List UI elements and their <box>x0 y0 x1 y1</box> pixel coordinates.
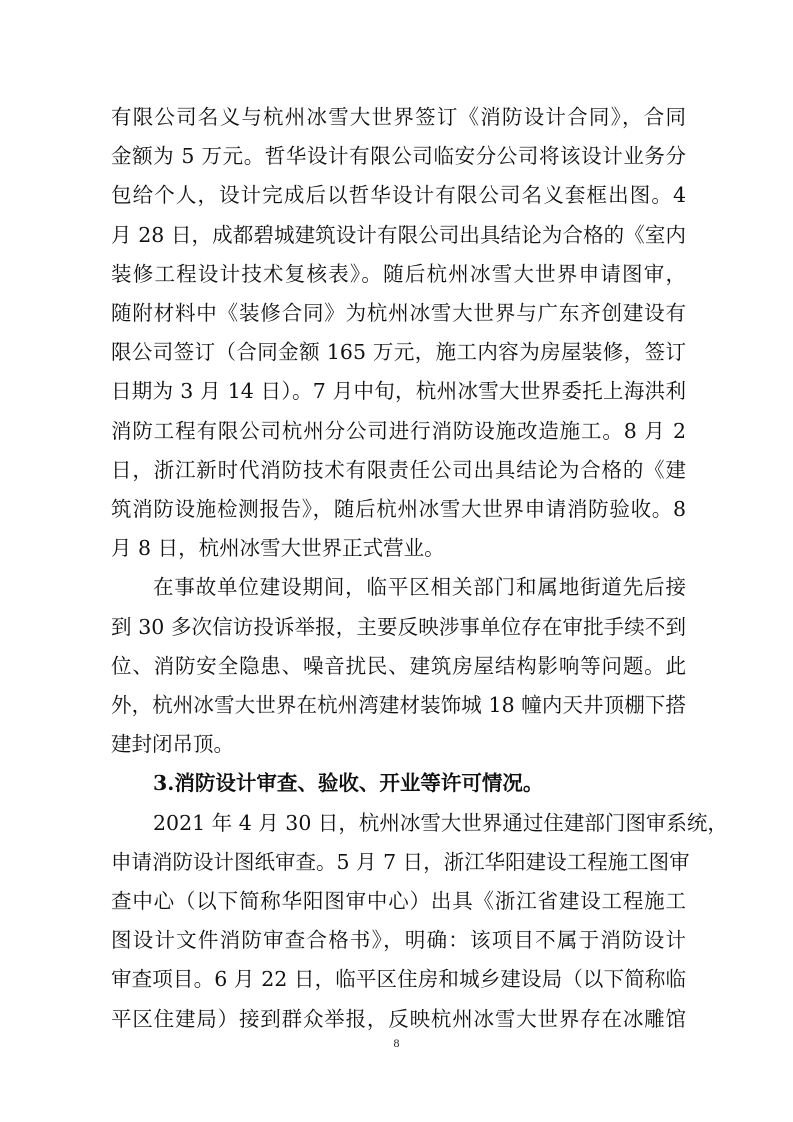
body-text-line: 月 8 日，杭州冰雪大世界正式营业。 <box>111 536 445 561</box>
body-text-line: 审查项目。6 月 22 日，临平区住房和城乡建设局（以下简称临 <box>111 967 686 992</box>
body-text-line: 建封闭吊顶。 <box>111 732 234 757</box>
body-text-line: 消防工程有限公司杭州分公司进行消防设施改造施工。8 月 2 <box>111 418 686 443</box>
body-text-line: 装修工程设计技术复核表》。随后杭州冰雪大世界申请图审， <box>111 261 686 286</box>
body-text-line: 月 28 日，成都碧城建筑设计有限公司出具结论为合格的《室内 <box>111 222 686 247</box>
body-text-line: 日，浙江新时代消防技术有限责任公司出具结论为合格的《建 <box>111 457 686 482</box>
body-text-line: 平区住建局）接到群众举报，反映杭州冰雪大世界存在冰雕馆 <box>111 1006 686 1031</box>
page-number: 8 <box>393 1036 400 1050</box>
body-text-line: 包给个人，设计完成后以哲华设计有限公司名义套框出图。4 <box>111 183 686 208</box>
body-text-line: 随附材料中《装修合同》为杭州冰雪大世界与广东齐创建设有 <box>111 301 686 325</box>
body-text-line: 位、消防安全隐患、噪音扰民、建筑房屋结构影响等问题。此 <box>111 653 686 678</box>
section-heading: 3.消防设计审查、验收、开业等许可情况。 <box>153 771 544 796</box>
body-text-line: 金额为 5 万元。哲华设计有限公司临安分公司将该设计业务分 <box>111 144 686 169</box>
body-text-line: 外，杭州冰雪大世界在杭州湾建材装饰城 18 幢内天井顶棚下搭 <box>111 693 686 717</box>
paragraph-first-line: 在事故单位建设期间，临平区相关部门和属地街道先后接 <box>153 575 686 600</box>
paragraph-first-line: 2021 年 4 月 30 日，杭州冰雪大世界通过住建部门图审系统， <box>153 810 728 835</box>
body-text-line: 到 30 多次信访投诉举报，主要反映涉事单位存在审批手续不到 <box>111 614 686 639</box>
body-text-line: 有限公司名义与杭州冰雪大世界签订《消防设计合同》，合同 <box>111 105 686 129</box>
body-text-line: 筑消防设施检测报告》，随后杭州冰雪大世界申请消防验收。8 <box>111 497 686 521</box>
body-text-line: 限公司签订（合同金额 165 万元，施工内容为房屋装修，签订 <box>111 340 686 365</box>
body-text-line: 查中心（以下简称华阳图审中心）出具《浙江省建设工程施工 <box>111 889 686 913</box>
body-text-line: 申请消防设计图纸审查。5 月 7 日，浙江华阳建设工程施工图审 <box>111 849 690 874</box>
body-text-line: 日期为 3 月 14 日）。7 月中旬，杭州冰雪大世界委托上海洪利 <box>111 379 686 404</box>
body-text-line: 图设计文件消防审查合格书》，明确：该项目不属于消防设计 <box>111 928 686 953</box>
